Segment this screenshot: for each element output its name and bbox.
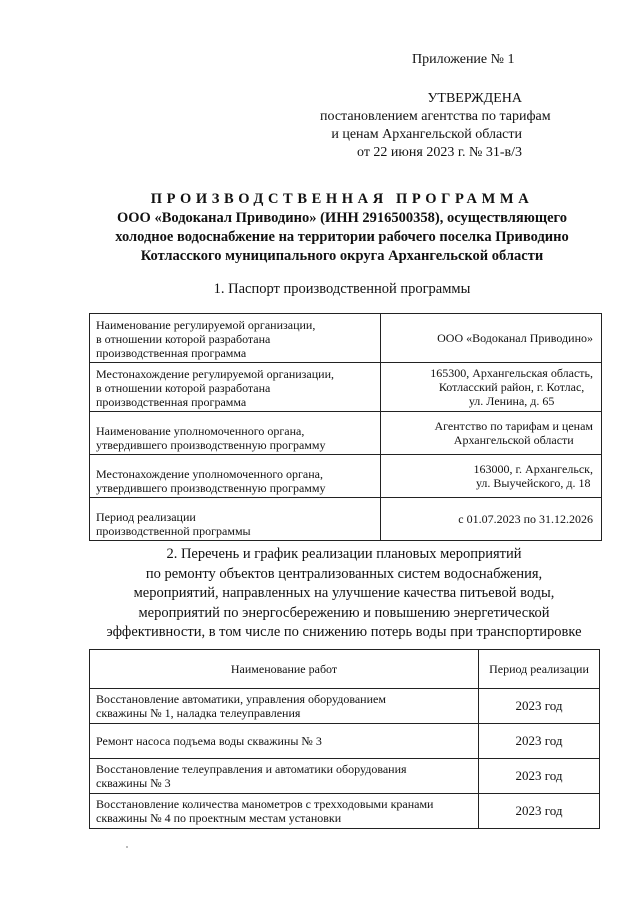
work-name-line: Восстановление автоматики, управления оборудованием [96, 692, 386, 706]
work-name [90, 689, 479, 724]
work-name [90, 794, 479, 829]
approval-heading: УТВЕРЖДЕНА [427, 91, 522, 106]
work-name-line: скважины № 1, наладка телеуправления [96, 706, 301, 720]
section-1-title: 1. Паспорт производственной программы [213, 281, 471, 297]
section-2-title [90, 545, 598, 643]
label-line: производственная программа [96, 346, 247, 360]
section-2-title-line: мероприятий по энергосбережению и повышению энергетической [138, 604, 550, 621]
value-line: Архангельской области [453, 433, 574, 447]
section-2-title-line: по ремонту объектов централизованных систем водоснабжения, [145, 565, 543, 582]
section-2-title-line: 2. Перечень и график реализации плановых мероприятий [166, 546, 522, 562]
work-name [90, 759, 479, 794]
label-line: в отношении которой разработана [96, 381, 271, 395]
table-row [90, 455, 602, 498]
label-line: Местонахождение регулируемой организации, [96, 367, 335, 381]
passport-table [89, 313, 602, 541]
label-line: утвердившего производственную программу [96, 481, 326, 495]
passport-label [90, 455, 381, 498]
program-heading: ПРОИЗВОДСТВЕННАЯ ПРОГРАММА [150, 191, 534, 207]
works-table [89, 649, 600, 829]
value-line: с 01.07.2023 по 31.12.2026 [458, 512, 593, 526]
value-line: 163000, г. Архангельск, [473, 462, 593, 476]
table-row [90, 412, 602, 455]
table-row [90, 363, 602, 412]
value-line: ул. Ленина, д. 65 [468, 394, 555, 408]
value-line: Агентство по тарифам и ценам [434, 419, 593, 433]
work-name [90, 724, 479, 759]
approval-date: от 22 июня 2023 г. № 31-в/3 [357, 145, 522, 160]
work-name-line: Ремонт насоса подъема воды скважины № 3 [96, 734, 322, 748]
table-row [90, 724, 600, 759]
passport-value [381, 314, 602, 363]
program-title-line: Котласского муниципального округа Архангельской области [140, 248, 544, 264]
label-line: Наименование регулируемой организации, [96, 318, 316, 332]
value-line: 165300, Архангельская область, [430, 366, 593, 380]
label-line: в отношении которой разработана [96, 332, 271, 346]
passport-value [381, 412, 602, 455]
table-row [90, 794, 600, 829]
section-2-title-line: мероприятий, направленных на улучшение качества питьевой воды, [133, 585, 555, 601]
table-row [90, 759, 600, 794]
program-title-line: холодное водоснабжение на территории рабочего поселка Приводино [115, 229, 569, 245]
value-line: Котласский район, г. Котлас, [438, 380, 585, 394]
work-period: 2023 год [479, 759, 600, 794]
table-row [90, 689, 600, 724]
work-name-line: скважины № 4 по проектным местам установки [96, 811, 342, 825]
program-title [90, 190, 594, 266]
work-period: 2023 год [479, 794, 600, 829]
work-period: 2023 год [479, 689, 600, 724]
label-line: производственная программа [96, 395, 247, 409]
table-row [90, 498, 602, 541]
program-title-line: ООО «Водоканал Приводино» (ИНН 2916500358), осуществляющего [117, 210, 567, 226]
work-name-line: Восстановление телеуправления и автоматики оборудования [96, 762, 407, 776]
work-name-line: Восстановление количества манометров с трехходовыми кранами [96, 797, 434, 811]
label-line: утвердившего производственную программу [96, 438, 326, 452]
table-header-row [90, 650, 600, 689]
approval-line: постановлением агентства по тарифам [320, 109, 551, 124]
column-header-name: Наименование работ [90, 650, 479, 689]
passport-label [90, 363, 381, 412]
approval-block [320, 90, 551, 162]
passport-value [381, 498, 602, 541]
passport-value [381, 363, 602, 412]
work-period: 2023 год [479, 724, 600, 759]
label-line: производственной программы [96, 524, 251, 538]
passport-value [381, 455, 602, 498]
column-header-period: Период реализации [479, 650, 600, 689]
label-line: Наименование уполномоченного органа, [96, 424, 305, 438]
value-line: ООО «Водоканал Приводино» [437, 331, 593, 345]
passport-label [90, 412, 381, 455]
passport-label [90, 498, 381, 541]
work-name-line: скважины № 3 [96, 776, 171, 790]
label-line: Период реализации [96, 510, 196, 524]
table-row [90, 314, 602, 363]
approval-line: и ценам Архангельской области [331, 127, 522, 142]
scan-speck [126, 846, 128, 848]
label-line: Местонахождение уполномоченного органа, [96, 467, 323, 481]
value-line: ул. Выучейского, д. 18 [475, 476, 591, 490]
section-2-title-line: эффективности, в том числе по снижению потерь воды при транспортировке [106, 624, 582, 640]
appendix-number: Приложение № 1 [412, 52, 515, 67]
passport-label [90, 314, 381, 363]
